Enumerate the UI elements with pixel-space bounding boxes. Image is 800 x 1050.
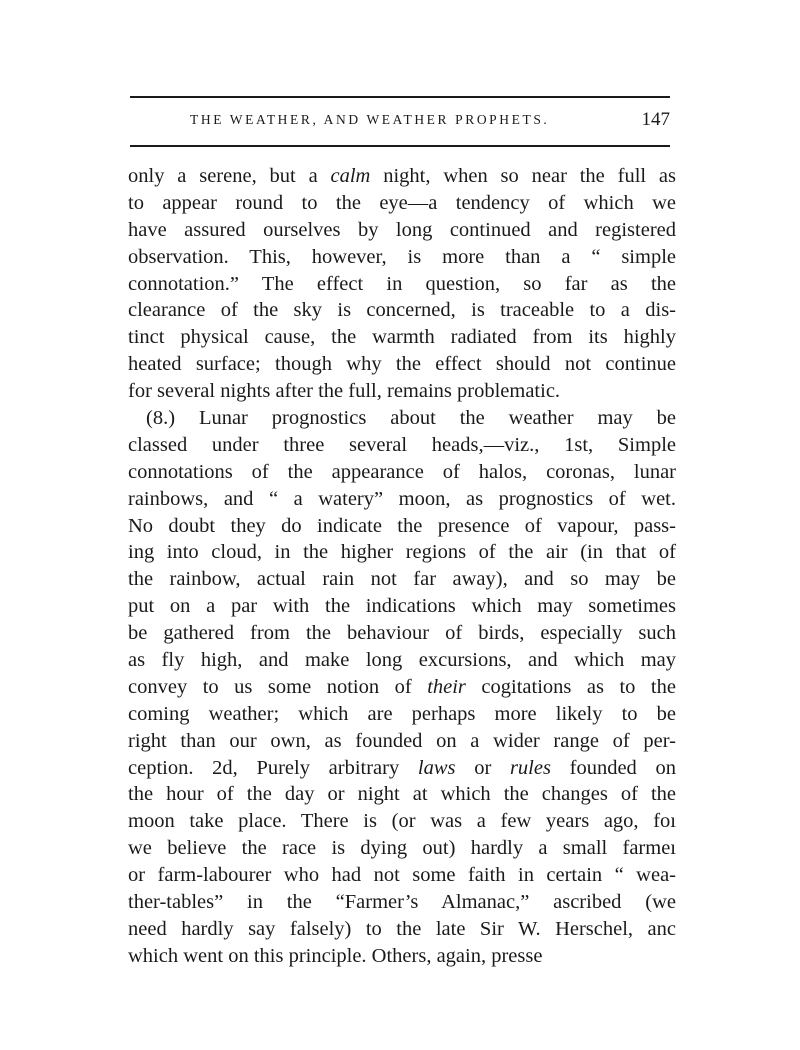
text-segment: or farm-labourer who had not some faith in certain “ wea- — [128, 864, 676, 887]
text-segment: clearance of the sky is concerned, is traceable to a dis- — [128, 299, 676, 322]
italic-text: their — [427, 675, 466, 698]
text-line — [128, 647, 676, 674]
italic-text: calm — [330, 165, 371, 187]
italic-text: rules — [509, 756, 551, 779]
text-line — [128, 566, 676, 593]
text-segment: or — [455, 756, 510, 779]
text-segment: which went on this principle. Others, again, presse — [128, 944, 543, 967]
text-segment: night, when so near the full as — [370, 165, 676, 187]
text-segment: to appear round to the eye—a tendency of which we — [128, 191, 676, 214]
text-segment: ing into cloud, in the higher regions of the air (in that of — [128, 541, 676, 564]
running-title: THE WEATHER, AND WEATHER PROPHETS. — [190, 112, 550, 127]
text-line — [128, 244, 676, 271]
text-line — [128, 808, 676, 835]
text-line — [128, 701, 676, 728]
text-segment: connotations of the appearance of halos, coronas, lunar — [128, 460, 676, 483]
text-segment: have assured ourselves by long continued and registered — [128, 218, 676, 241]
text-segment: cogitations as to the — [465, 675, 676, 698]
text-line — [128, 889, 676, 916]
text-segment: rainbows, and “ a watery” moon, as prognostics of wet. — [128, 487, 676, 510]
text-line — [128, 674, 676, 701]
header-rule-bottom — [130, 145, 670, 147]
text-segment: connotation.” The effect in question, so far as the — [128, 272, 676, 295]
text-line — [128, 781, 676, 808]
text-line — [128, 728, 676, 755]
text-line — [128, 593, 676, 620]
text-line — [128, 862, 676, 889]
text-segment: No doubt they do indicate the presence of vapour, pass- — [128, 514, 676, 537]
italic-text: laws — [417, 756, 456, 779]
text-line — [128, 190, 676, 217]
text-segment: be gathered from the behaviour of birds, especially such — [128, 622, 676, 645]
text-segment: (8.) Lunar prognostics about the weather may be — [146, 407, 676, 430]
text-segment: need hardly say falsely) to the late Sir W. Herschel, anc — [128, 917, 676, 940]
text-line — [128, 271, 676, 298]
text-line — [128, 459, 676, 486]
running-head — [130, 110, 670, 136]
text-line — [128, 539, 676, 566]
text-line — [128, 943, 676, 970]
text-segment: convey to us some notion of — [128, 675, 428, 698]
text-segment: founded on — [550, 756, 676, 779]
text-line — [128, 620, 676, 647]
text-segment: as fly high, and make long excursions, and which may — [128, 649, 676, 672]
text-line — [128, 835, 676, 862]
text-line — [128, 432, 676, 459]
text-line — [128, 755, 676, 782]
text-segment: observation. This, however, is more than a “ simple — [128, 245, 676, 268]
text-segment: for several nights after the full, remains problematic. — [128, 380, 561, 403]
header-rule-top — [130, 96, 670, 98]
text-line — [128, 916, 676, 943]
text-segment: only a serene, but a — [128, 165, 331, 187]
text-line — [128, 513, 676, 540]
text-line — [128, 378, 676, 405]
text-segment: ther-tables” in the “Farmer’s Almanac,” ascribed (we — [128, 891, 676, 914]
text-segment: right than our own, as founded on a wider range of per- — [128, 729, 676, 752]
text-line — [128, 217, 676, 244]
body-text — [128, 163, 676, 970]
text-line — [128, 324, 676, 351]
text-segment: ception. 2d, Purely arbitrary — [128, 756, 418, 779]
page-number: 147 — [641, 109, 670, 130]
text-segment: we believe the race is dying out) hardly a small farmeı — [128, 837, 676, 860]
text-segment: classed under three several heads,—viz., 1st, Simple — [128, 433, 676, 456]
text-segment: the rainbow, actual rain not far away), and so may be — [128, 568, 676, 591]
text-line — [128, 405, 676, 432]
text-line — [128, 486, 676, 513]
text-segment: the hour of the day or night at which the changes of the — [128, 783, 676, 806]
text-segment: coming weather; which are perhaps more likely to be — [128, 702, 676, 725]
text-line — [128, 351, 676, 378]
text-line — [128, 163, 676, 190]
text-segment: heated surface; though why the effect should not continue — [128, 353, 676, 376]
text-line — [128, 297, 676, 324]
text-segment: put on a par with the indications which may sometimes — [128, 595, 676, 618]
text-segment: moon take place. There is (or was a few years ago, foı — [128, 810, 676, 833]
text-segment: tinct physical cause, the warmth radiated from its highly — [128, 326, 676, 349]
